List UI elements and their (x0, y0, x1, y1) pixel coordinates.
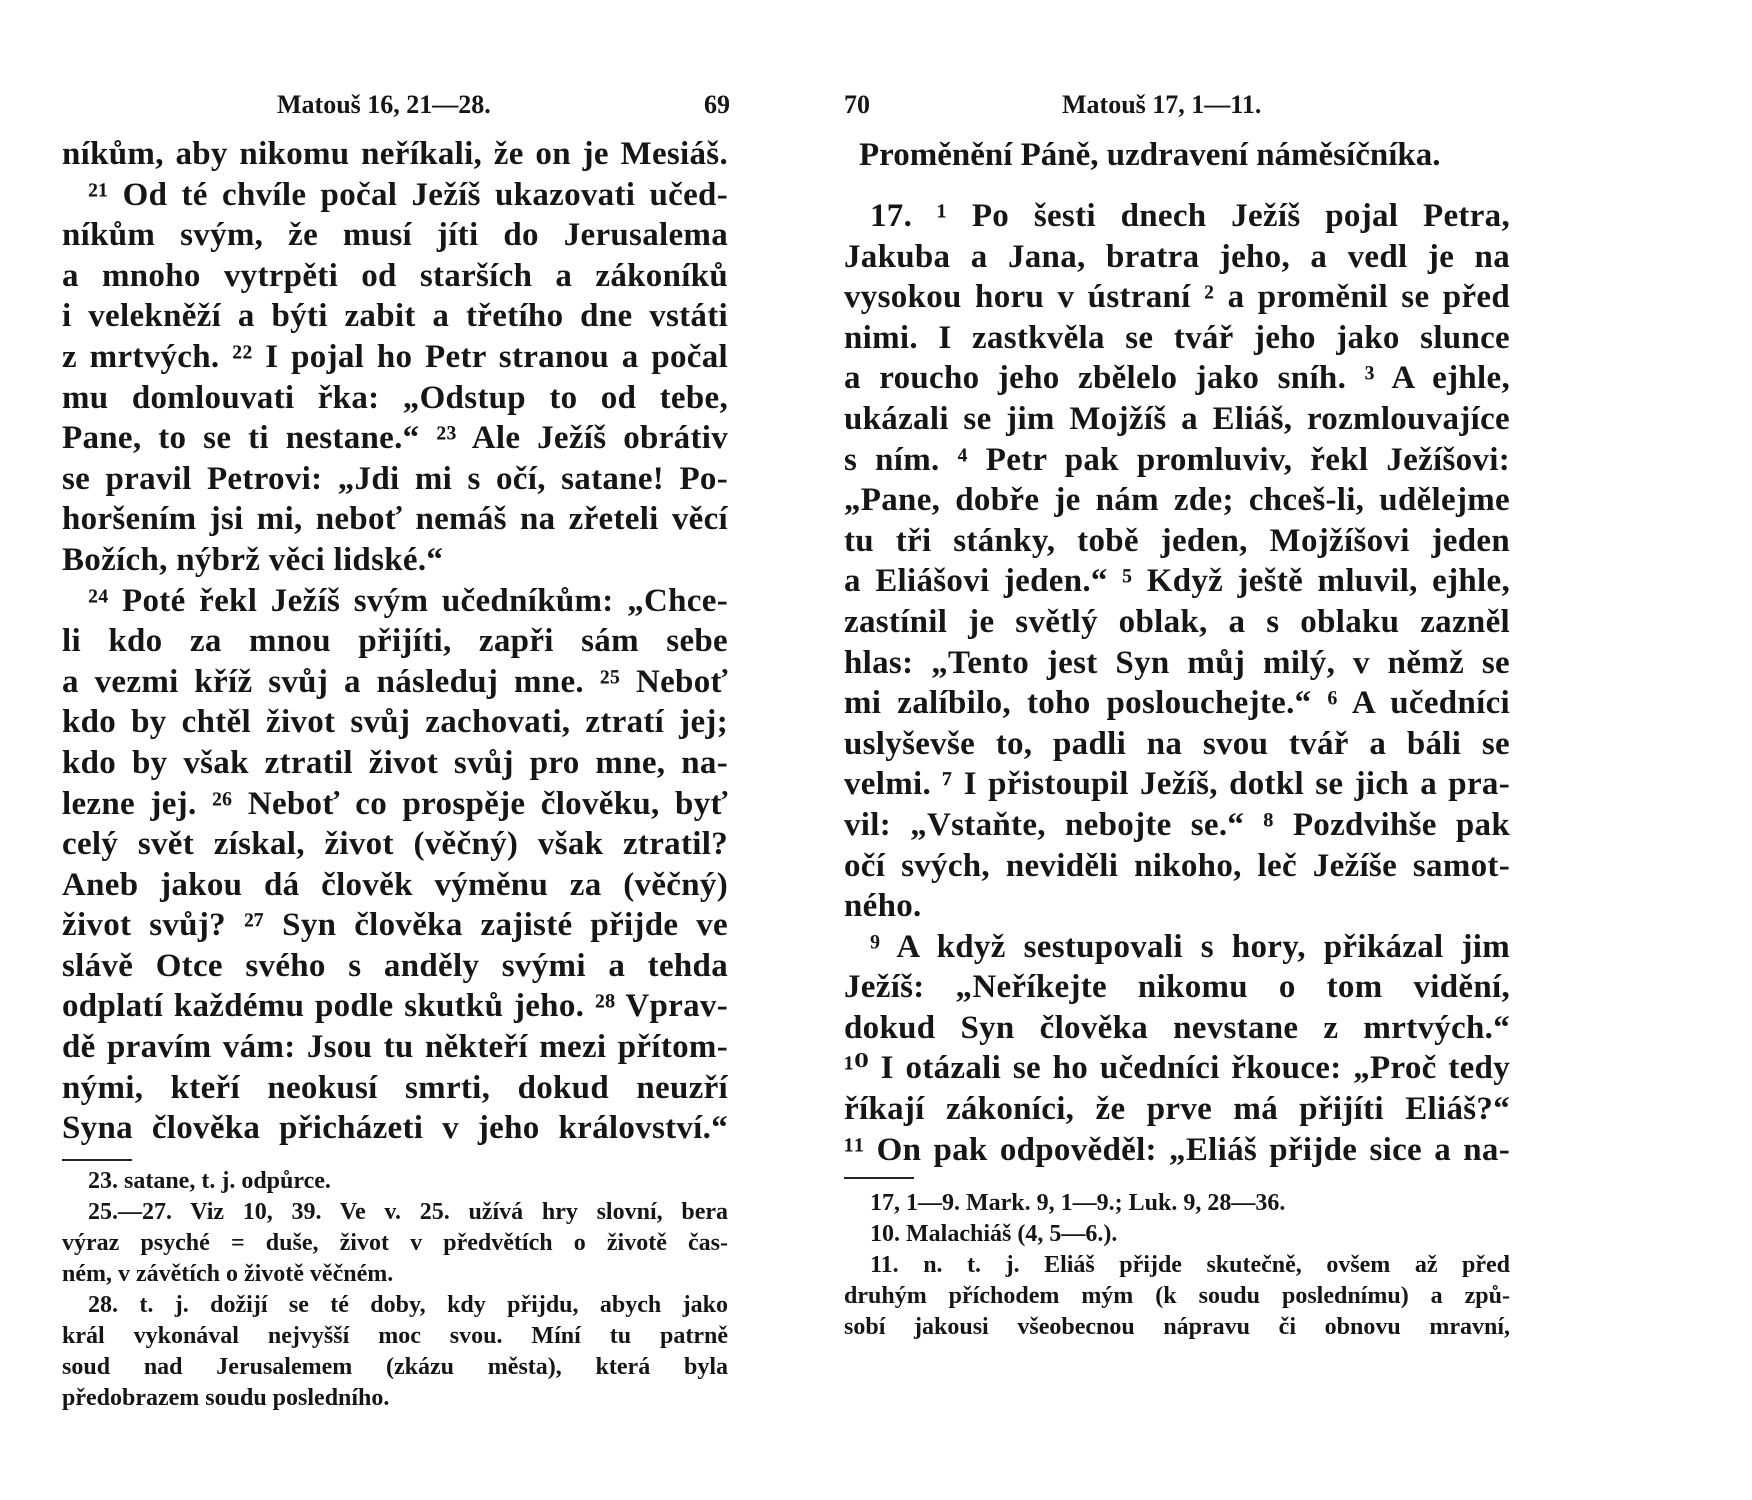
body-text (62, 134, 728, 1149)
page-number: 70 (844, 90, 870, 119)
text-line: ukázali se jim Mojžíš a Eliáš, rozmlouvajíce (844, 400, 1510, 437)
text-line: Aneb jakou dá člověk výměnu za (věčný) (62, 866, 728, 903)
text-line: ²¹ Od té chvíle počal Ježíš ukazovati učed- (88, 176, 728, 213)
text-line: 17. ¹ Po šesti dnech Ježíš pojal Petra, (870, 198, 1510, 234)
text-line: celý svět získal, život (věčný) však ztratil? (62, 826, 728, 863)
text-line: velmi. ⁷ I přistoupil Ježíš, dotkl se jich a pra- (844, 766, 1510, 803)
text-line: se pravil Petrovi: „Jdi mi s očí, satane! Po- (62, 460, 728, 497)
footnote-line: soud nad Jerusalemem (zkázu města), která byla (62, 1354, 728, 1380)
text-line: mu domlouvati řka: „Odstup to od tebe, (62, 379, 728, 416)
footnote-rule (62, 1159, 132, 1161)
text-line: li kdo za mnou přijíti, zapři sám sebe (62, 623, 728, 660)
footnote-line: 10. Malachiáš (4, 5—6.). (870, 1221, 1118, 1247)
running-head: Matouš 17, 1—11. (1062, 90, 1262, 119)
text-line: Božích, nýbrž věci lidské.“ (62, 541, 444, 578)
text-line: ⁹ A když sestupovali s hory, přikázal jim (870, 928, 1510, 965)
footnote-line: výraz psyché = duše, život v předvětích o životě čas- (62, 1230, 728, 1256)
text-line: Syna člověka přicházeti v jeho království.“ (62, 1110, 728, 1147)
footnotes (62, 1166, 728, 1414)
text-line: život svůj? ²⁷ Syn člověka zajisté přijde ve (62, 907, 728, 944)
text-line: Ježíš: „Neříkejte nikomu o tom vidění, (844, 969, 1510, 1006)
footnote-line: 17, 1—9. Mark. 9, 1—9.; Luk. 9, 28—36. (870, 1190, 1286, 1216)
text-line: hlas: „Tento jest Syn můj milý, v němž se (844, 644, 1510, 681)
right-page (844, 0, 1752, 1500)
text-line: ²⁴ Poté řekl Ježíš svým učedníkům: „Chce- (88, 582, 728, 619)
text-line: nimi. I zastkvěla se tvář jeho jako slunce (844, 319, 1510, 356)
text-line: a roucho jeho zbělelo jako sníh. ³ A ejhle, (844, 360, 1510, 397)
text-line: kdo by však ztratil život svůj pro mne, na- (62, 744, 728, 781)
text-line: ¹⁰ I otázali se ho učedníci řkouce: „Proč tedy (844, 1050, 1510, 1087)
text-line: horšením jsi mi, neboť nemáš na zřeteli věcí (62, 501, 728, 538)
footnote-line: druhým příchodem mým (k soudu poslednímu) a způ- (844, 1283, 1510, 1309)
footnote-line: 11. n. t. j. Eliáš přijde skutečně, ovšem až před (870, 1252, 1510, 1278)
text-line: říkají zákoníci, že prve má přijíti Eliáš?“ (844, 1091, 1510, 1128)
page-number: 69 (704, 90, 730, 119)
text-line: lezne jej. ²⁶ Neboť co prospěje člověku, byť (62, 785, 728, 822)
text-line: Pane, to se ti nestane.“ ²³ Ale Ježíš obrátiv (62, 420, 728, 457)
footnote-line: předobrazem soudu posledního. (62, 1385, 390, 1411)
text-line: uslyševše to, padli na svou tvář a báli se (844, 725, 1510, 762)
text-line: mi zalíbilo, toho poslouchejte.“ ⁶ A učedníci (844, 685, 1510, 722)
footnote-line: 28. t. j. dožijí se té doby, kdy přijdu, abych jako (88, 1292, 728, 1318)
text-line: i velekněží a býti zabit a třetího dne vstáti (62, 298, 728, 335)
footnote-line: 25.—27. Viz 10, 39. Ve v. 25. užívá hry slovní, bera (88, 1199, 728, 1225)
text-line: a Eliášovi jeden.“ ⁵ Když ještě mluvil, ejhle, (844, 563, 1510, 600)
footnote-line: král vykonával nejvyšší moc svou. Míní tu patrně (62, 1323, 728, 1349)
text-line: níkům svým, že musí jíti do Jerusalema (62, 217, 728, 254)
text-line: slávě Otce svého s anděly svými a tehda (62, 947, 728, 984)
text-line: Jakuba a Jana, bratra jeho, a vedl je na (844, 238, 1510, 275)
text-line: kdo by chtěl život svůj zachovati, ztratí jej; (62, 704, 728, 741)
text-line: a mnoho vytrpěti od starších a zákoníků (62, 257, 728, 294)
text-line: níkům, aby nikomu neříkali, že on je Mesiáš. (62, 136, 728, 172)
text-line: dokud Syn člověka nevstane z mrtvých.“ (844, 1009, 1510, 1046)
text-line: vysokou horu v ústraní ² a proměnil se před (844, 279, 1510, 316)
footnote-line: sobí jakousi všeobecnou nápravu či obnovu mravní, (844, 1314, 1510, 1340)
text-line: vil: „Vstaňte, nebojte se.“ ⁸ Pozdvihše pak (844, 806, 1510, 843)
text-line: ného. (844, 888, 922, 925)
text-line: očí svých, neviděli nikoho, leč Ježíše samot- (844, 847, 1510, 884)
footnote-rule (844, 1177, 914, 1179)
text-line: ¹¹ On pak odpověděl: „Eliáš přijde sice a na- (844, 1131, 1510, 1168)
footnote-line: 23. satane, t. j. odpůrce. (88, 1168, 331, 1194)
text-line: z mrtvých. ²² I pojal ho Petr stranou a počal (62, 338, 728, 375)
text-line: zastínil je světlý oblak, a s oblaku zazněl (844, 603, 1510, 640)
footnotes (844, 1188, 1510, 1343)
text-line: „Pane, dobře je nám zde; chceš-li, udělejme (844, 482, 1510, 519)
text-line: nými, kteří neokusí smrti, dokud neuzří (62, 1069, 728, 1106)
text-line: a vezmi kříž svůj a následuj mne. ²⁵ Neboť (62, 663, 728, 700)
body-text (844, 196, 1510, 1170)
running-head: Matouš 16, 21—28. (277, 90, 491, 119)
text-line: dě pravím vám: Jsou tu někteří mezi přítom- (62, 1029, 728, 1066)
section-title: Proměnění Páně, uzdravení náměsíčníka. (859, 137, 1441, 173)
text-line: odplatí každému podle skutků jeho. ²⁸ Vprav- (62, 988, 728, 1025)
footnote-line: ném, v závětích o životě věčném. (62, 1261, 394, 1287)
text-line: tu tři stánky, tobě jeden, Mojžíšovi jeden (844, 522, 1510, 559)
text-line: s ním. ⁴ Petr pak promluviv, řekl Ježíšovi: (844, 441, 1510, 478)
